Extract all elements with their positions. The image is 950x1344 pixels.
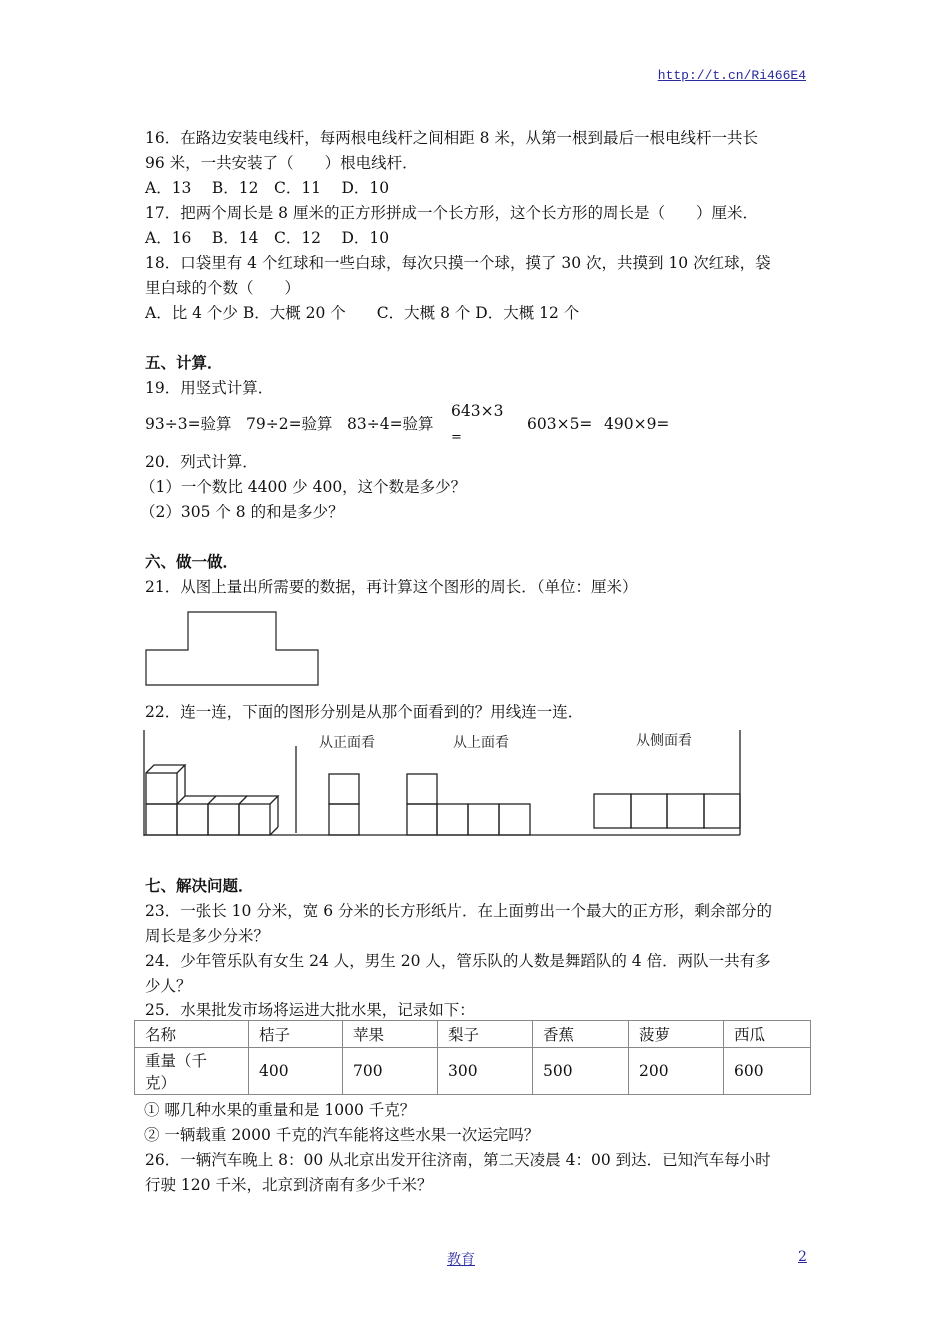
view-label-top: 从上面看 — [453, 735, 509, 751]
q23-line2: 周长是多少分米？ — [145, 927, 270, 945]
section-7-title: 七、解决问题． — [145, 876, 254, 895]
table-cell: 西瓜 — [724, 1021, 811, 1048]
q25-sub2: ② 一辆载重 2000 千克的汽车能将这些水果一次运完吗？ — [144, 1126, 540, 1144]
q20-part2: （2）305 个 8 的和是多少？ — [140, 503, 344, 521]
table-header-row — [135, 1021, 811, 1048]
page-number[interactable]: 2 — [798, 1249, 807, 1265]
calc-item: 643×3 — [451, 402, 504, 420]
q21-title: 21．从图上量出所需要的数据，再计算这个图形的周长．（单位：厘米） — [145, 578, 638, 596]
table-cell: 300 — [438, 1048, 533, 1095]
q16-line1: 16．在路边安装电线杆，每两根电线杆之间相距 8 米，从第一根到最后一根电线杆一共长 — [145, 129, 758, 147]
q25-title: 25．水果批发市场将运进大批水果，记录如下： — [145, 1001, 475, 1019]
header-link[interactable]: http://t.cn/Ri466E4 — [657, 68, 806, 83]
q16-line2: 96 米，一共安装了（ ）根电线杆． — [145, 154, 418, 172]
fruit-weight-table — [134, 1020, 811, 1095]
table-cell: 梨子 — [438, 1021, 533, 1048]
q19-calc-row — [0, 402, 950, 454]
q16-options: A．13 B．12 C．11 D．10 — [145, 179, 390, 197]
view-label-front: 从正面看 — [319, 735, 375, 751]
q23-line1: 23．一张长 10 分米，宽 6 分米的长方形纸片．在上面剪出一个最大的正方形，剩余部分的 — [145, 902, 773, 920]
footer-link[interactable]: 教育 — [447, 1252, 475, 1268]
q22-cubes-figure — [140, 728, 745, 840]
q18-line2: 里白球的个数（ ） — [145, 279, 301, 297]
table-cell: 菠萝 — [629, 1021, 724, 1048]
table-cell: 200 — [629, 1048, 724, 1095]
q20-part1: （1）一个数比 4400 少 400，这个数是多少？ — [140, 478, 467, 496]
table-cell: 500 — [533, 1048, 629, 1095]
calc-item: 79÷2=验算 — [246, 415, 333, 433]
table-row-label — [135, 1048, 249, 1095]
q18-line1: 18．口袋里有 4 个红球和一些白球，每次只摸一个球，摸了 30 次，共摸到 10 次红球，袋 — [145, 254, 771, 272]
table-cell: 400 — [249, 1048, 343, 1095]
table-cell: 香蕉 — [533, 1021, 629, 1048]
row-label-line1: 重量（千 — [145, 1052, 208, 1070]
section-6-title: 六、做一做． — [145, 552, 239, 571]
table-cell: 苹果 — [343, 1021, 438, 1048]
calc-item: 93÷3=验算 — [145, 415, 232, 433]
q24-line1: 24．少年管乐队有女生 24 人，男生 20 人，管乐队的人数是舞蹈队的 4 倍．两队一共有多 — [145, 952, 771, 970]
calc-item: 490×9= — [604, 415, 670, 433]
q25-sub1: ① 哪几种水果的重量和是 1000 千克？ — [144, 1101, 416, 1119]
q20-title: 20．列式计算． — [145, 453, 258, 471]
q17-options: A．16 B．14 C．12 D．10 — [145, 229, 390, 247]
table-cell: 桔子 — [249, 1021, 343, 1048]
table-cell: 600 — [724, 1048, 811, 1095]
q19-title: 19．用竖式计算． — [145, 379, 274, 397]
q18-options: A．比 4 个少 B．大概 20 个 C．大概 8 个 D．大概 12 个 — [145, 304, 580, 322]
q17-line1: 17．把两个周长是 8 厘米的正方形拼成一个长方形，这个长方形的周长是（ ）厘米． — [145, 204, 758, 222]
table-cell: 700 — [343, 1048, 438, 1095]
section-5-title: 五、计算． — [145, 353, 223, 372]
q22-title: 22．连一连，下面的图形分别是从那个面看到的？用线连一连． — [145, 703, 584, 721]
table-row — [135, 1048, 811, 1095]
calc-item: 603×5= — [527, 415, 593, 433]
view-label-side: 从侧面看 — [636, 733, 692, 749]
calc-item: = — [451, 430, 462, 445]
q21-shape-figure — [140, 605, 325, 695]
row-label-line2: 克） — [145, 1074, 177, 1092]
q24-line2: 少人？ — [145, 977, 192, 995]
calc-item: 83÷4=验算 — [347, 415, 434, 433]
q26-line2: 行驶 120 千米，北京到济南有多少千米？ — [145, 1176, 433, 1194]
q26-line1: 26．一辆汽车晚上 8：00 从北京出发开往济南，第二天凌晨 4：00 到达．已知汽车每小时 — [145, 1151, 771, 1169]
table-cell: 名称 — [135, 1021, 249, 1048]
